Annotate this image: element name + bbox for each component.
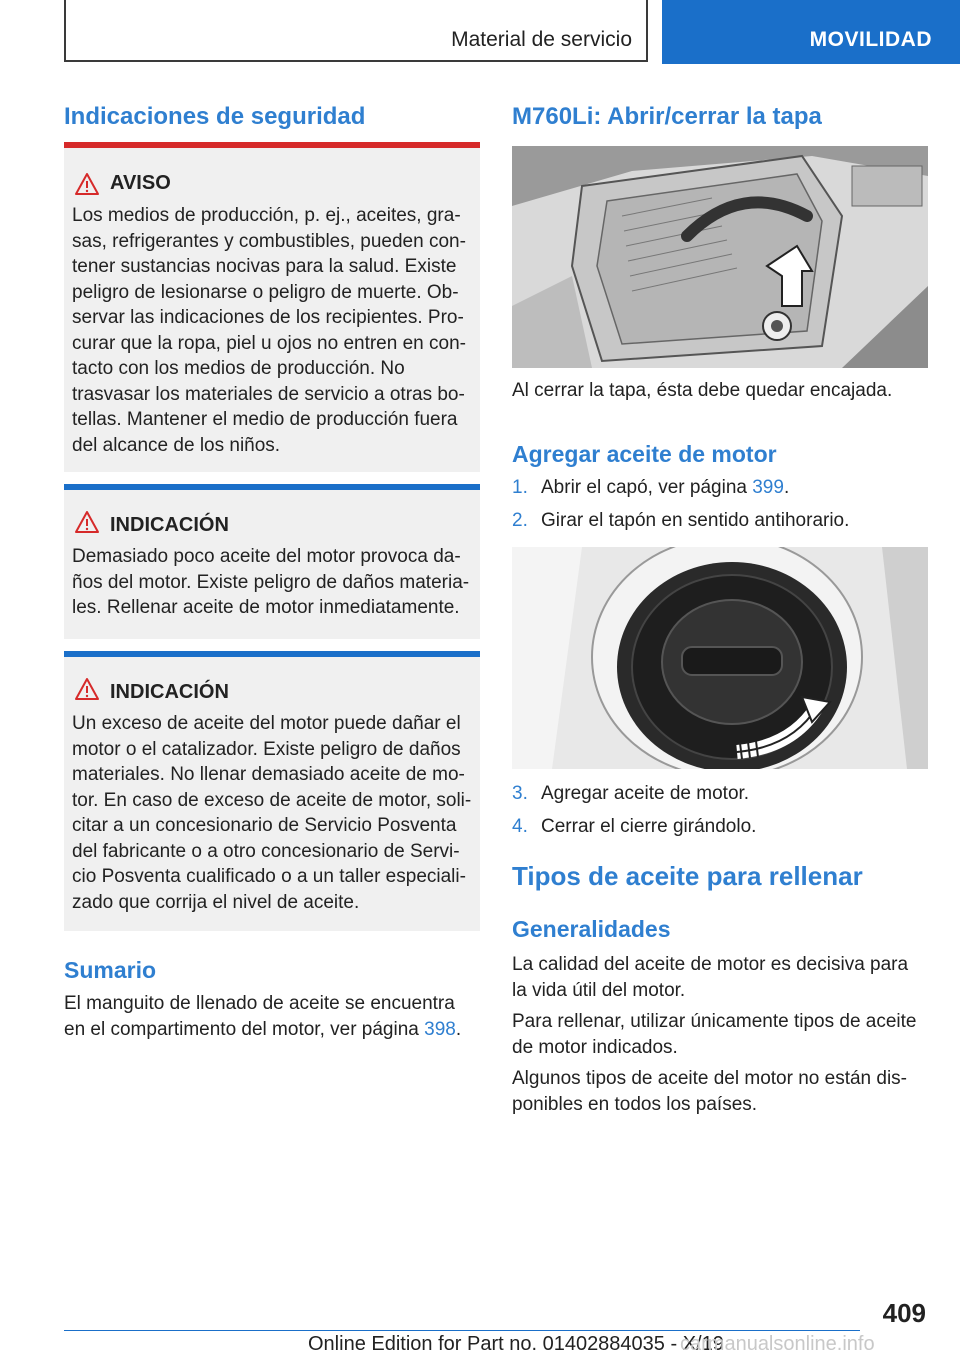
aviso-title: AVISO — [110, 172, 171, 194]
note-box-2 — [64, 651, 480, 931]
generalidades-heading: Generalidades — [512, 916, 671, 942]
edition-note: Online Edition for Part no. 01402884035 - X/19 — [308, 1333, 724, 1355]
aviso-box — [64, 142, 480, 472]
agregar-heading: Agregar aceite de motor — [512, 441, 777, 467]
page-number: 409 — [882, 1298, 926, 1328]
generalidades-p1: La calidad del aceite de motor es decisiva para la vida útil del motor. — [512, 954, 909, 1001]
page-link-399[interactable]: 399 — [752, 477, 784, 498]
note-box-1 — [64, 484, 480, 639]
note-1-text: Demasiado poco aceite del motor provoca da-ños del motor. Existe peligro de daños materia-les. Rellenar aceite de motor inmediatamente. — [72, 546, 470, 618]
note-1-title: INDICACIÓN — [110, 514, 229, 536]
generalidades-p2: Para rellenar, utilizar únicamente tipos de aceite de motor indicados. — [512, 1011, 917, 1058]
note-bar-2 — [64, 651, 480, 657]
aviso-text: Los medios de producción, p. ej., aceites, gra-sas, refrigerantes y combustibles, pueden con-tener sustancias nocivas para la salud. Existe peligro de lesionarse o peligro de muerte. Ob-servar las indicaciones de los recipientes. Pro-curar que la ropa, piel u ojos no entren en con-tacto con los medios de producción. No trasvasar los materiales de servicio a otras bo-tellas. Mantener el medio de producción fuera del alcance de los niños. — [72, 205, 466, 456]
note-bar-1 — [64, 484, 480, 490]
warning-triangle-icon — [74, 172, 100, 196]
figure-caption: Al cerrar la tapa, ésta debe quedar encajada. — [512, 380, 893, 401]
aviso-bar — [64, 142, 480, 148]
note-2-text: Un exceso de aceite del motor puede dañar el motor o el catalizador. Existe peligro de daños materiales. No llenar demasiado aceite de mo-tor. En caso de exceso de aceite de motor, soli-citar a un concesionario de Servicio Posventa del fabricante o a otro concesionario de Servi-cio Posventa cualificado o a un taller especiali-zado que corrija el nivel de aceite. — [72, 713, 472, 913]
page-link-398[interactable]: 398 — [424, 1018, 456, 1040]
header-chapter-label: MOVILIDAD — [809, 28, 932, 51]
header-section-label: Material de servicio — [451, 28, 632, 51]
sumario-text: El manguito de llenado de aceite se encuentra en el compartimento del motor, ver página 398. — [64, 993, 462, 1040]
header-section-tab — [64, 0, 648, 62]
watermark-text: carmanualsonline.info — [680, 1333, 875, 1355]
footer-rule — [64, 1330, 860, 1331]
tipos-aceite-heading: Tipos de aceite para rellenar — [512, 861, 863, 891]
note-2-title: INDICACIÓN — [110, 681, 229, 703]
header-chapter-tab[interactable] — [662, 0, 960, 64]
generalidades-p3: Algunos tipos de aceite del motor no están dis-ponibles en todos los países. — [512, 1068, 908, 1115]
engine-cover-figure — [512, 146, 928, 368]
warning-triangle-icon — [74, 510, 100, 534]
sumario-heading: Sumario — [64, 957, 157, 983]
oil-cap-figure — [512, 547, 928, 769]
safety-heading: Indicaciones de seguridad — [64, 103, 366, 130]
warning-triangle-icon — [74, 677, 100, 701]
m760li-heading: M760Li: Abrir/cerrar la tapa — [512, 103, 822, 130]
